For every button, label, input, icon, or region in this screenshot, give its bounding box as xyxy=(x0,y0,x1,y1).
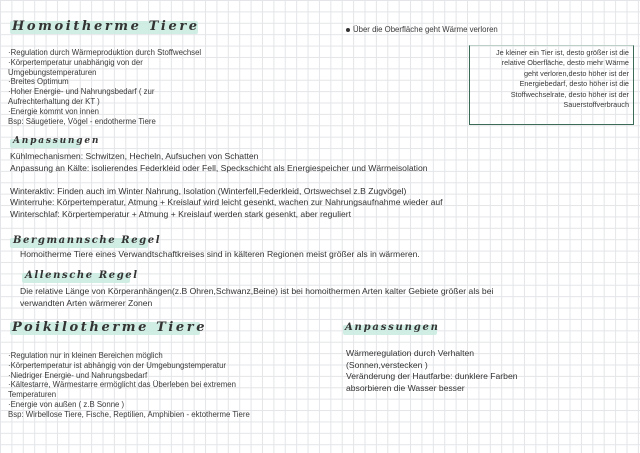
list-item: Homoitherme Tiere eines Verwandtschaftkreises sind in kälteren Regionen meist größer als in wärmeren. xyxy=(20,249,420,259)
list-item: (Sonnen,verstecken ) xyxy=(346,359,428,370)
list-item: ·Regulation durch Wärmeproduktion durch Stoffwechsel xyxy=(8,48,202,57)
list-item: ·Energie kommt von innen xyxy=(8,106,100,116)
list-item: Winterschlaf: Körpertemperatur + Atmung + Kreislauf werden stark gesenkt, aber reguliert xyxy=(10,208,352,219)
heading-poikilotherme: Poikilotherme Tiere xyxy=(12,320,208,335)
list-item: Kühlmechanismen: Schwitzen, Hecheln, Aufsuchen von Schatten xyxy=(10,151,259,161)
homoitherme-list xyxy=(8,48,201,126)
list-item: ·Regulation nur in kleinen Bereichen möglich xyxy=(8,351,163,360)
list-item: Die relative Länge von Körperanhängen(z.B Ohren,Schwanz,Beine) ist bei homoithermen Arten kalter Gebiete größer als bei xyxy=(20,286,494,296)
poikilotherme-list xyxy=(8,351,250,420)
bullet-note: Über die Oberfläche geht Wärme verloren xyxy=(353,25,498,34)
box-line: Sauerstoffverbrauch xyxy=(563,100,629,110)
anpassungen-list xyxy=(10,151,443,221)
list-item xyxy=(10,174,443,186)
list-item: ·Körpertemperatur unabhängig von der xyxy=(8,57,143,67)
list-item: verwandten Arten wärmerer Zonen xyxy=(20,297,153,308)
allen-text xyxy=(20,286,493,309)
list-item: ·Hoher Energie- und Nahrungsbedarf ( zur xyxy=(8,87,155,97)
list-item: Umgebungstemperaturen xyxy=(8,67,97,77)
box-line: relative Oberfläche, desto mehr Wärme xyxy=(501,58,629,68)
box-line: geht verloren,desto höher ist der xyxy=(523,68,629,78)
heading-bergmann: Bergmannsche Regel xyxy=(13,235,162,246)
heading-homoitherme: Homoitherme Tiere xyxy=(12,19,200,34)
list-item: ·Körpertemperatur ist abhängig von der Umgebungstemperatur xyxy=(8,360,226,370)
box-line: Je kleiner ein Tier ist, desto größer ist die xyxy=(495,48,629,57)
list-item: absorbieren die Wasser besser xyxy=(346,382,465,393)
box-line: Energiebedarf, desto höher ist die xyxy=(519,79,629,89)
heading-allen: Allensche Regel xyxy=(25,270,139,281)
list-item: Anpassung an Kälte: isolierendes Federkleid oder Fell, Speckschicht als Energiespeicher und Wärmeisolation xyxy=(10,162,428,173)
list-item: ·Niedriger Energie- und Nahrungsbedarf xyxy=(8,370,148,380)
list-item: ·Kältestarre, Wärmestarre ermöglicht das Überleben bei extremen xyxy=(8,380,236,390)
heading-anpassungen: Anpassungen xyxy=(13,136,101,146)
list-item: Aufrechterhaltung der KT ) xyxy=(8,96,100,106)
list-item: ·Energie von außen ( z.B Sonne ) xyxy=(8,399,125,409)
bergmann-text xyxy=(20,249,420,261)
list-item: Bsp: Säugetiere, Vögel - endotherme Tiere xyxy=(8,116,156,126)
list-item: Temperaturen xyxy=(8,390,57,400)
list-item: Veränderung der Hautfarbe: dunklere Farben xyxy=(346,371,518,382)
list-item: Wärmeregulation durch Verhalten xyxy=(346,348,475,358)
bullet-dot xyxy=(346,28,350,32)
info-box xyxy=(469,45,634,125)
heading-anpassungen-2: Anpassungen xyxy=(345,322,440,333)
list-item: ·Breites Optimum xyxy=(8,77,69,87)
list-item: Winterruhe: Körpertemperatur, Atmung + Kreislauf wird leicht gesenkt, wachen zur Nahrungsaufnahme wieder auf xyxy=(10,197,443,208)
list-item: Winteraktiv: Finden auch im Winter Nahrung, Isolation (Winterfell,Federkleid, Ortswechsel z.B Zugvögel) xyxy=(10,185,407,196)
box-line: Stoffwechselrate, desto höher ist der xyxy=(510,89,629,99)
list-item: Bsp: Wirbellose Tiere, Fische, Reptilien, Amphibien - ektotherme Tiere xyxy=(8,409,250,419)
anpassungen2-list xyxy=(346,348,518,394)
